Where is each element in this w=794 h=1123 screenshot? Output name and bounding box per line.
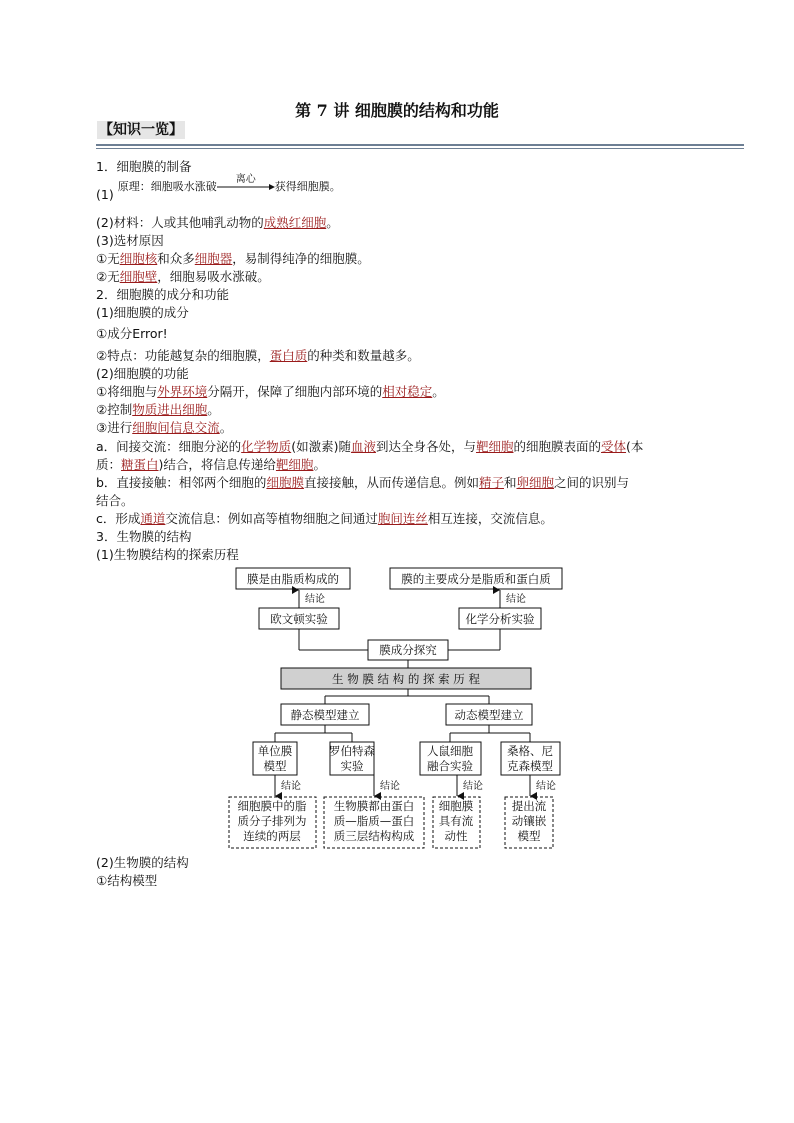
conclusion-label: 结论 — [506, 594, 526, 605]
feature-line: ②特点：功能越复杂的细胞膜，蛋白质的种类和数量越多。 — [96, 348, 420, 363]
answer-blank: 糖蛋白 — [121, 457, 159, 472]
model3-line2: 融合实验 — [427, 759, 473, 773]
page-title: 第 7 讲 细胞膜的结构和功能 — [295, 101, 499, 120]
answer-blank: 细胞膜 — [266, 475, 304, 490]
result3-line3: 动性 — [444, 829, 468, 843]
center-title-text: 生 物 膜 结 构 的 探 索 历 程 — [332, 672, 480, 686]
answer-blank: 胞间连丝 — [377, 511, 428, 526]
result1-line3: 连续的两层 — [243, 829, 301, 843]
function-3: ③进行细胞间信息交流。 — [96, 420, 233, 435]
channel-exchange: c．形成通道交流信息：例如高等植物细胞之间通过胞间连丝相互连接，交流信息。 — [96, 511, 553, 526]
answer-blank: 血液 — [350, 439, 376, 454]
conclusion-label: 结论 — [281, 781, 301, 792]
functions-heading: (2)细胞膜的功能 — [96, 366, 189, 381]
function-2: ②控制物质进出细胞。 — [96, 402, 220, 417]
direct-contact-cont: 结合。 — [96, 493, 134, 508]
top-right-text: 膜的主要成分是脂质和蛋白质 — [401, 572, 551, 586]
model2-line2: 实验 — [340, 759, 364, 773]
components-error: ①成分Error! — [96, 326, 168, 341]
structure-model-heading: ①结构模型 — [96, 873, 158, 888]
answer-blank: 细胞器 — [194, 251, 233, 266]
conclusion-label: 结论 — [463, 781, 483, 792]
material-line: (2)材料：人或其他哺乳动物的成熟红细胞。 — [96, 215, 339, 230]
answer-blank: 卵细胞 — [516, 475, 555, 490]
result1-line1: 细胞膜中的脂 — [237, 799, 307, 813]
static-model-text: 静态模型建立 — [290, 708, 360, 722]
answer-blank: 靶细胞 — [475, 439, 514, 454]
history-heading: (1)生物膜结构的探索历程 — [96, 547, 239, 562]
principle-text-a: 原理：细胞吸水涨破 — [117, 180, 217, 193]
answer-blank: 精子 — [478, 475, 504, 490]
reason-1: ①无细胞核和众多细胞器，易制得纯净的细胞膜。 — [96, 251, 370, 266]
arrow-label: 离心 — [235, 174, 256, 185]
answer-blank: 相对稳定 — [382, 384, 433, 399]
indirect-exchange: a．间接交流：细胞分泌的化学物质(如激素)随血液到达全身各处，与靶细胞的细胞膜表面的受体(本 — [96, 439, 644, 454]
answer-blank: 细胞核 — [119, 251, 158, 266]
indirect-exchange-cont: 质：糖蛋白)结合，将信息传递给靶细胞。 — [96, 457, 326, 472]
answer-blank: 通道 — [140, 511, 166, 526]
components-heading: (1)细胞膜的成分 — [96, 305, 189, 320]
structure-heading: (2)生物膜的结构 — [96, 855, 189, 870]
result2-line1: 生物膜都由蛋白 — [333, 799, 415, 813]
function-1: ①将细胞与外界环境分隔开，保障了细胞内部环境的相对稳定。 — [96, 384, 445, 399]
answer-blank: 物质进出细胞 — [132, 402, 208, 417]
chem-analysis-text: 化学分析实验 — [465, 612, 535, 626]
reason-2: ②无细胞壁，细胞易吸水涨破。 — [96, 269, 270, 284]
model2-line1: 罗伯特森 — [329, 744, 375, 758]
direct-contact: b．直接接触：相邻两个细胞的细胞膜直接接触，从而传递信息。例如精子和卵细胞之间的识别与 — [96, 475, 630, 490]
model1-line1: 单位膜 — [257, 744, 293, 758]
result4-line3: 模型 — [517, 829, 541, 843]
model4-line2: 克森模型 — [507, 759, 553, 773]
result3-line2: 具有流 — [438, 814, 474, 828]
model4-line1: 桑格、尼 — [507, 744, 553, 758]
model3-line1: 人鼠细胞 — [427, 744, 473, 758]
answer-blank: 受体 — [601, 439, 627, 454]
result4-line1: 提出流 — [511, 799, 547, 813]
answer-blank: 细胞壁 — [119, 269, 158, 284]
dynamic-model-text: 动态模型建立 — [454, 708, 524, 722]
reason-heading: (3)选材原因 — [96, 233, 164, 248]
result4-line2: 动镶嵌 — [511, 814, 547, 828]
result3-line1: 细胞膜 — [438, 799, 474, 813]
answer-blank: 细胞间信息交流 — [132, 420, 220, 435]
membrane-composition-text: 膜成分探究 — [379, 643, 437, 657]
heading-2: 2．细胞膜的成分和功能 — [96, 287, 229, 302]
conclusion-label: 结论 — [305, 594, 325, 605]
answer-blank: 成熟红细胞 — [263, 215, 327, 230]
result1-line2: 质分子排列为 — [237, 814, 307, 828]
conclusion-label: 结论 — [380, 781, 400, 792]
heading-3: 3．生物膜的结构 — [96, 529, 192, 544]
result2-line2: 质—脂质—蛋白 — [333, 814, 415, 828]
top-left-text: 膜是由脂质构成的 — [247, 572, 339, 586]
overton-text: 欧文顿实验 — [270, 612, 328, 626]
principle-text-b: 获得细胞膜。 — [274, 180, 341, 193]
answer-blank: 化学物质 — [241, 439, 292, 454]
section-tag: 【知识一览】 — [99, 122, 183, 138]
model1-line2: 模型 — [263, 759, 287, 773]
conclusion-label: 结论 — [536, 781, 556, 792]
item-marker: (1) — [96, 187, 114, 202]
answer-blank: 靶细胞 — [275, 457, 314, 472]
answer-blank: 外界环境 — [157, 384, 208, 399]
heading-1: 1．细胞膜的制备 — [96, 159, 192, 174]
answer-blank: 蛋白质 — [269, 348, 308, 363]
result2-line3: 质三层结构构成 — [333, 829, 415, 843]
